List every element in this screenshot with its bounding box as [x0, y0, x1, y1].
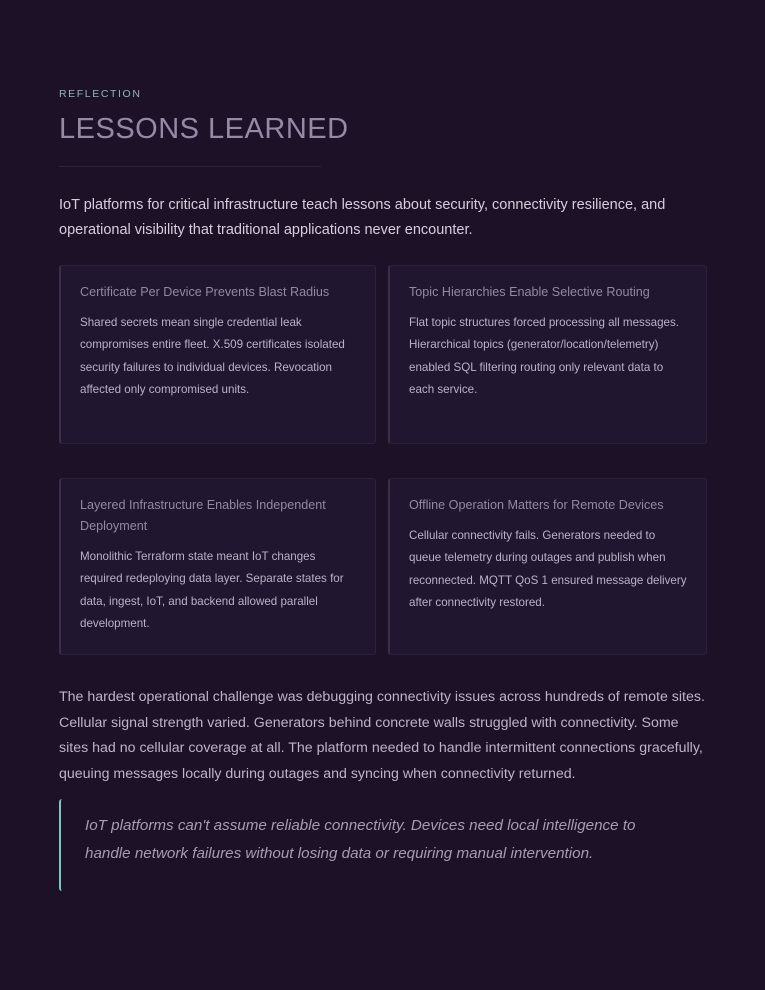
lesson-card-layered-infrastructure [59, 478, 376, 655]
lesson-card-topic-hierarchies [388, 265, 707, 444]
card-title: Topic Hierarchies Enable Selective Routing [409, 285, 650, 299]
lesson-card-offline-operation [388, 478, 707, 655]
card-body: Shared secrets mean single credential leak compromises entire fleet. X.509 certificates isolated security failures to individual devices. Revocation affected only compromised units. [80, 316, 345, 396]
card-title: Certificate Per Device Prevents Blast Radius [80, 285, 330, 299]
card-title: Layered Infrastructure Enables Independent Deployment [80, 498, 326, 533]
lesson-card-certificate [59, 265, 376, 444]
title-divider [59, 166, 321, 167]
page-title: LESSONS LEARNED [59, 113, 349, 145]
body-paragraph: The hardest operational challenge was debugging connectivity issues across hundreds of remote sites. Cellular signal strength varied. Generators behind concrete walls struggled with connectivity. Some sites had no cellular coverage at all. The platform needed to handle intermittent connections gracefully, queuing messages locally during outages and syncing when connectivity returned. [59, 689, 705, 782]
card-body: Flat topic structures forced processing all messages. Hierarchical topics (generator/location/telemetry) enabled SQL filtering routing only relevant data to each service. [409, 316, 679, 396]
intro-paragraph: IoT platforms for critical infrastructure teach lessons about security, connectivity resilience, and operational visibility that traditional applications never encounter. [59, 197, 666, 238]
card-body: Cellular connectivity fails. Generators needed to queue telemetry during outages and publish when reconnected. MQTT QoS 1 ensured message delivery after connectivity restored. [409, 529, 687, 609]
quote-text: IoT platforms can't assume reliable connectivity. Devices need local intelligence to handle network failures without losing data or requiring manual intervention. [85, 817, 636, 862]
pull-quote [59, 799, 679, 891]
card-body: Monolithic Terraform state meant IoT changes required redeploying data layer. Separate states for data, ingest, IoT, and backend allowed parallel development. [80, 550, 344, 630]
card-title: Offline Operation Matters for Remote Devices [409, 498, 664, 512]
section-eyebrow: REFLECTION [59, 88, 142, 100]
